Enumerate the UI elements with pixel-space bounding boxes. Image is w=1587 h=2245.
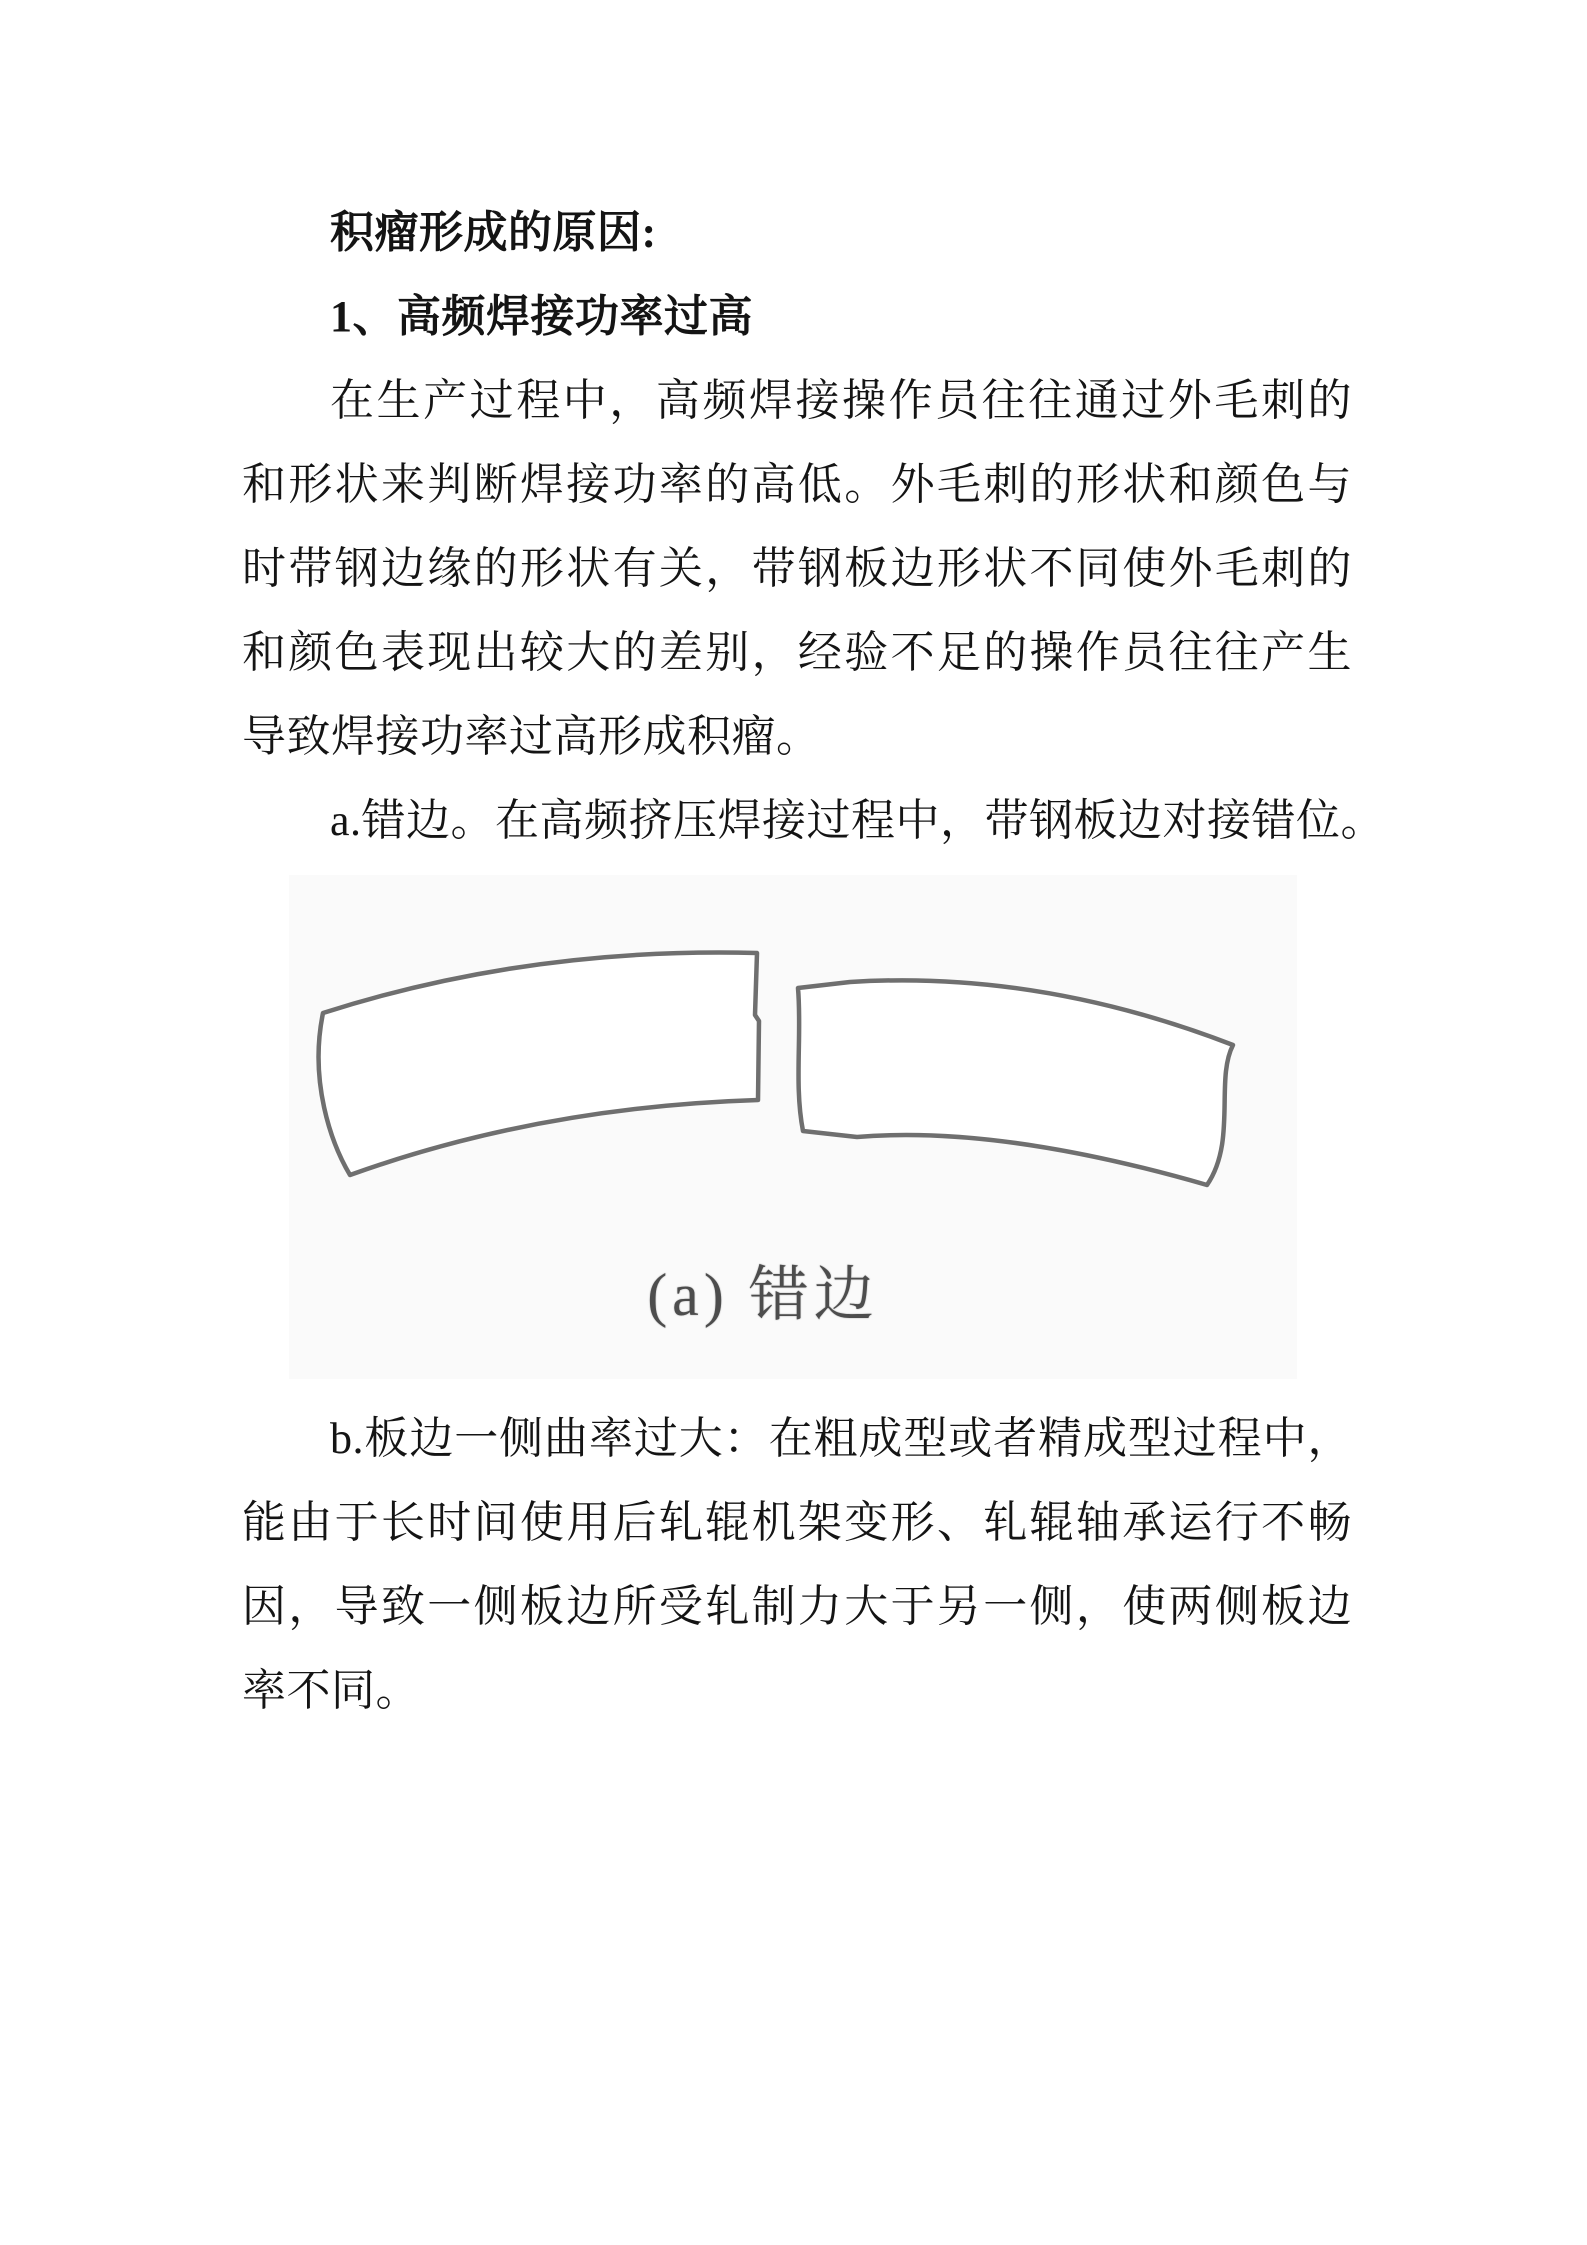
page-title: 积瘤形成的原因: <box>330 208 657 257</box>
upper-text-block <box>242 191 1386 863</box>
lower-text-block <box>242 1397 1352 1733</box>
paragraph-line: 时带钢边缘的形状有关，带钢板边形状不同使外毛刺的 <box>242 544 1352 593</box>
paragraph-line: 在生产过程中，高频焊接操作员往往通过外毛刺的 <box>330 376 1352 425</box>
misaligned-edge-figure <box>289 875 1297 1379</box>
right-plate-shape <box>798 980 1233 1185</box>
paragraph-line: 导致焊接功率过高形成积瘤。 <box>242 712 821 761</box>
paragraph-line: b.板边一侧曲率过大：在粗成型或者精成型过程中， <box>330 1414 1352 1463</box>
paragraph-line: 因，导致一侧板边所受轧制力大于另一侧，使两侧板边 <box>242 1582 1352 1631</box>
paragraph-line: 和颜色表现出较大的差别，经验不足的操作员往往产生 <box>242 628 1352 677</box>
paragraph-line: 和形状来判断焊接功率的高低。外毛刺的形状和颜色与 <box>242 460 1352 509</box>
paragraph-line: 率不同。 <box>242 1666 420 1715</box>
section-heading: 1、高频焊接功率过高 <box>330 292 753 341</box>
paragraph-line: 能由于长时间使用后轧辊机架变形、轧辊轴承运行不畅 <box>242 1498 1352 1547</box>
figure-caption: (a) 错边 <box>647 1262 879 1328</box>
left-plate-shape <box>319 953 759 1176</box>
item-a-line: a.错边。在高频挤压焊接过程中，带钢板边对接错位。 <box>330 796 1386 845</box>
